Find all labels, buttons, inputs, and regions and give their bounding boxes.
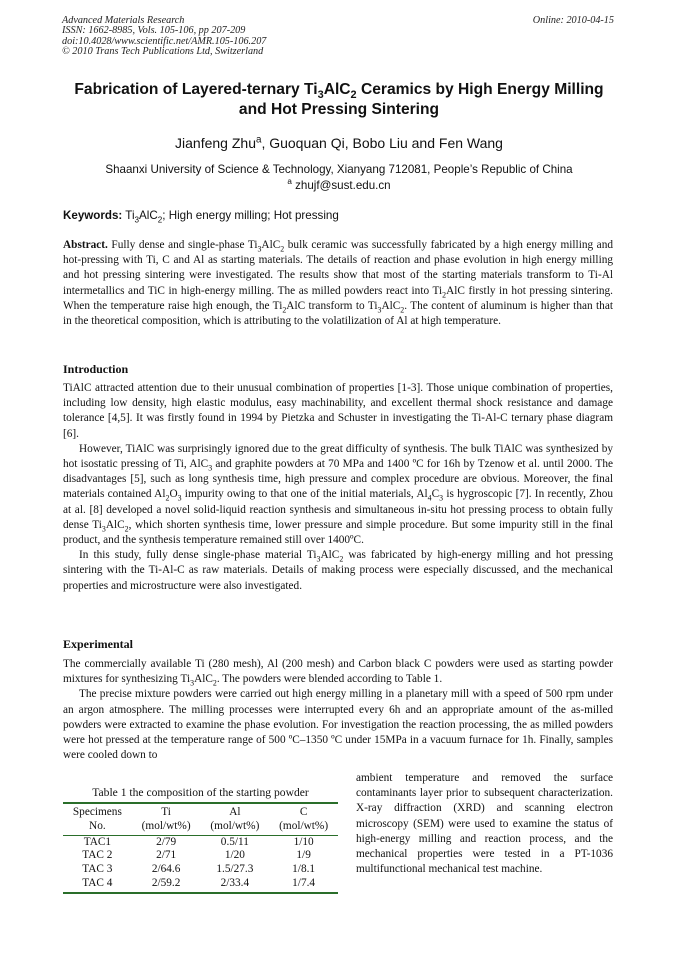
table-subheader-cell: (mol/wt%) <box>132 820 201 835</box>
table-row <box>63 877 338 893</box>
table-cell: 0.5/11 <box>220 835 249 848</box>
table-cell: 1.5/27.3 <box>216 863 254 876</box>
intro-paragraph-3: In this study, fully dense single-phase material $Ti_3AlC_2$ was fabricated by high-energy milling and hot pressing sintering with the Ti-Al-C as raw materials. Details of making process were especially discussed, and the mechanical properties and microstructure were also investigated. <box>63 549 614 592</box>
table-cell: TAC 2 <box>82 849 113 862</box>
table-caption: Table 1 the composition of the starting powder <box>92 786 309 799</box>
composition-table <box>63 802 338 894</box>
table-header-cell: C <box>269 803 338 820</box>
exp-paragraph-2: The precise mixture powders were carried out high energy milling in a planetary mill with a speed of 500 rpm under an argon atmosphere. The milling processes were interrupted every 6h and an appropriate amount of the as-milled powders were extracted to examine the phase evolution. For investigation the reaction processing, the as milled powders were hot pressed at the temperature range of 500 ºC–1350 ºC under 15MPa in a vacuum furnace for 1h. Finally, samples were cooled down to <box>63 688 613 762</box>
experimental-heading: Experimental <box>63 637 133 651</box>
table-cell: 2/33.4 <box>201 877 270 893</box>
table-cell: 1/7.4 <box>269 877 338 893</box>
table-cell: 1/20 <box>224 849 245 862</box>
intro-paragraph-1: TiAlC attracted attention due to their unusual combination of properties [1-3]. Those unique combination of properties, including low density, high elastic modulus, easy machinability, and excellent thermal shock resistance and damage tolerance [4,5]. It was firstly found in 1994 by Pietzka and Schuster in investigating the Ti-Al-C ternary phase diagram [6]. <box>63 382 613 440</box>
table-cell: 1/8.1 <box>292 863 316 876</box>
exp-paragraph-2-continued: ambient temperature and removed the surface contaminants layer prior to subsequent characterization. X-ray diffraction (XRD) and scanning electron microscopy (SEM) were used to examine the status of high-energy milling and reaction process, and the mechanical properties were tested in a PT-1036 multifunctional mechanical test machine. <box>356 772 613 876</box>
journal-doi: doi:10.4028/www.scientific.net/AMR.105-106.207 <box>62 35 267 47</box>
author-email: $^a$ zhujf@sust.edu.cn <box>287 177 391 192</box>
table-cell: TAC 3 <box>82 863 113 876</box>
table-row <box>63 863 338 877</box>
table-cell: 1/9 <box>296 849 311 862</box>
table-header-cell: Al <box>201 803 270 820</box>
table-header-cell: Ti <box>132 803 201 820</box>
table-subheader-cell: (mol/wt%) <box>201 820 270 835</box>
table-cell: 2/79 <box>156 835 177 848</box>
journal-name: Advanced Materials Research <box>62 15 185 26</box>
table-cell: 2/64.6 <box>151 863 181 876</box>
table-cell: TAC1 <box>83 835 112 848</box>
online-date: Online: 2010-04-15 <box>532 15 614 26</box>
table-cell: TAC 4 <box>63 877 132 893</box>
journal-copyright: © 2010 Trans Tech Publications Ltd, Switzerland <box>62 46 264 58</box>
introduction-body <box>63 381 613 594</box>
author-list: Jianfeng Zhu$^a$, Guoquan Qi, Bobo Liu and Fen Wang <box>175 134 503 151</box>
paper-title: Fabrication of Layered-ternary $Ti_3AlC_2$ Ceramics by High Energy Milling and Hot Pressing Sintering <box>74 81 604 118</box>
table-subheader-cell: No. <box>63 820 132 835</box>
introduction-heading: Introduction <box>63 362 129 376</box>
table-header-cell: Specimens <box>63 803 132 820</box>
exp-paragraph-1: The commercially available Ti (280 mesh), Al (200 mesh) and Carbon black C powders were used as starting powder mixtures for synthesizing $Ti_3AlC_2$. The powders were blended according to Table 1. <box>63 658 613 688</box>
table-row <box>63 835 338 849</box>
table-cell: 2/59.2 <box>132 877 201 893</box>
abstract: Abstract. Fully dense and single-phase $Ti_3AlC_2$ bulk ceramic was successfully fabricated by a high energy milling and hot-pressing with Ti, C and Al as starting materials. The details of reaction and phase evolution in high energy milling and hot pressing sintering were investigated. The results show that most of the starting materials transform to Ti-Al intermetallics and TiC in high-energy milling. The as milled powders react into $Ti_2AlC$ firstly in hot pressing sintering. When the temperature raise high enough, the $Ti_2AlC$ transform to $Ti_3AlC_2$. The content of aluminum is higher than that in the theoretical composition, which is attributing to the volatilization of Al at high temperature. <box>63 239 614 328</box>
keywords: Keywords: $Ti_3AlC_2$; High energy milling; Hot pressing <box>63 209 339 225</box>
table-subheader-cell: (mol/wt%) <box>269 820 338 835</box>
experimental-body <box>63 657 613 763</box>
journal-issn: ISSN: 1662-8985, Vols. 105-106, pp 207-209 <box>62 25 246 37</box>
intro-paragraph-2: However, TiAlC was surprisingly ignored due to the great difficulty of synthesis. The bulk TiAlC was synthesized by hot isostatic pressing of Ti, AlC$_3$ and graphite powders at 70 MPa and 1400 ºC for 16h by Tzenow et al. until 2000. The disadvantages [5], such as long synthesis time, high pressure and complex procedure are obvious. Moreover, the final materials contained $Al_2O_3$ impurity owing to that one of the initial materials, $Al_4C_3$ is hygroscopic [7]. In recently, Zhou at al. [8] developed a novel solid-liquid reaction synthesis and simultaneous in-situ hot pressing process to obtain fully dense $Ti_3AlC_2$, which shorten synthesis time, lower pressure and simple procedure. But some impurity still in the final product, and the synthesis temperature remained still over 1400ºC. <box>63 442 614 547</box>
journal-header <box>62 16 266 58</box>
table-row <box>63 849 338 863</box>
table-cell: 1/10 <box>293 835 314 848</box>
table-cell: 2/71 <box>156 849 177 862</box>
affiliation: Shaanxi University of Science & Technology, Xianyang 712081, People’s Republic of China <box>105 163 573 176</box>
